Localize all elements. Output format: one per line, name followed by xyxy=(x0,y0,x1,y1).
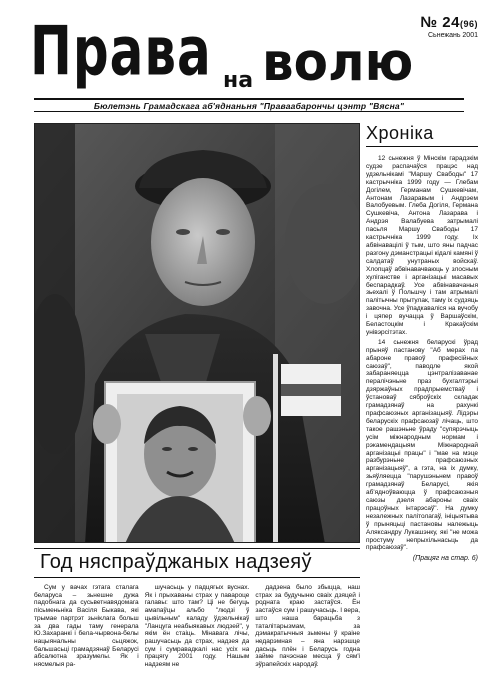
chronicle-paragraph-2: 14 сьнежня беларускі ўрад прыняў пастанову "Аб мерах па абароне правоў прафесійных саюзаў", паводле якой забараняецца цэнтралізаванае пералічэньне праз бухгалтэрыі дзяржаўных прадпрыемстваў і ўстановаў сяброўскіх складак грамадзянаў на рахункі прафсаюзных арганізацыяў. Лідэры беларускіх прафсаюзаў лічаць, што такое рашэньне ўраду "супярэчыць усім міжнародным нормам і рэкамендацыям Міжнароднай арганізацыі працы" і "мае на мэце разбурэньне прафсаюзных арганізацыяў", а гэта, на іх думку, зьяўляецца "парушэньнем правоў грамадзянаў Беларусі, якія аб'ядноўваюцца ў прафсаюзныя саюзы дзеля абароны сваіх працоўных інтарэсаў". На думку незалежных палітолагаў, ініцыятыва ў прыняцьці пастановы належыць Аляксандру Лукашэнку, які "не можа простуму непрыхільнасьць да прафсаюзаў". xyxy=(366,338,478,552)
title-word-na: на xyxy=(223,68,254,93)
issue-number xyxy=(420,14,478,31)
issue-info xyxy=(420,14,478,39)
chronicle-paragraph-1: 12 сьнежня ў Мінскім гарадзкім судзе распачаўся працэс над удзельнікамі "Маршу Свабоды" 17 кастрычніка 1999 году — Глебам Догілем, Германам Сушкевічам, Антонам Лазаравым і Андрэем Валобуевым. Глеба Догіля, Германа Сушкевіча, Антона Лазарава і Андрэя Валабуева затрымалі пасьля Маршу Свабоды 17 кастрычніка 1999 году. Іх абвінавацілі ў тым, што яны падчас разгону дэманстрацыі кідалі камяні ў салдатаў унутраных войскаў. Хлопцаў абвінавачваюць у злосным хуліганстве і арганізацыі масавых беспарадкаў. Усе абвінавачаныя зьехалі ў Польшчу і там атрымалі палітычны прытулак, таму іх судзяць завочна. Усе ўпадкаваліся на вучобу і цяпер вучацца ў Варшаўскім, Беластоцкім і Кракаўскім унівэрсітэтах. xyxy=(366,155,479,336)
article-column-1-text: Сум у вачах гэтага сталага беларуса – зьнешне дужа падобнага да сусьветнавядомага пісьменьніка Васіля Быкава, які трымае партрэт зьніклага больш за два гады таму генерала Ю.Захаранкі і бела-чырвона-белы нацыянальны сьцяжок, бальшасьці грамадзянаў Беларусі абсалютна зразумелы. Як і нясмелыя ра- xyxy=(34,584,139,669)
subtitle-bar xyxy=(34,98,464,112)
front-page-photo xyxy=(34,123,360,543)
article-headline: Год няспраўджаных надзеяў xyxy=(40,551,312,573)
chronicle-title: Хроніка xyxy=(366,123,478,147)
continued-notice: (Працяг на стар. 6) xyxy=(412,555,478,563)
article-column-3 xyxy=(255,584,360,684)
article-column-3-text: дадзена было збыцца, наш страх за будучыню сваіх дзяцей і родната краю застаўся. Ён застаўся сум і рашучасьць. І вера, што наша барацьба з таталітарызмам, за дэмакратычныя зьмены ў краіне недарэмная – яна нарэшце дасьць плён і Беларусь годна займе пачэснае месца ў сям'і эўрапейскіх народаў. xyxy=(255,584,361,669)
chronicle-sidebar xyxy=(366,123,478,688)
issue-date: Сьнежань 2001 xyxy=(428,32,478,39)
article-column-2-text: шучасьць у падцягых вуснах. Як і прыхаваны страх у павароце галавы: што там? Ці не бегуць амапаўцы альбо "людзі ў цывільным" каладу ўдзельнікаў "Ланцуга неабыякавых людзей", у якім ён стаіць. Мінавага лічы, рашучасьць да страх, надзея да сум і сумравадкалі нас усіх на працягу 2001 году. Нашым надзеям не xyxy=(144,584,250,669)
article-column-2 xyxy=(145,584,250,684)
photo-illustration xyxy=(35,124,360,543)
article-headline-bar xyxy=(34,548,360,578)
title-word-prava: Права xyxy=(30,12,212,91)
bulletin-subtitle: Бюлетэнь Грамадскага аб'яднаньня "Праваабарончы цэнтр "Вясна" xyxy=(93,101,405,111)
issue-total: (96) xyxy=(459,19,478,29)
title-word-volyu: волю xyxy=(262,31,414,93)
article-column-1 xyxy=(34,584,139,684)
article-body xyxy=(34,584,360,684)
newspaper-title xyxy=(30,14,470,94)
issue-number-value: № 24 xyxy=(420,14,460,31)
masthead xyxy=(0,0,496,98)
